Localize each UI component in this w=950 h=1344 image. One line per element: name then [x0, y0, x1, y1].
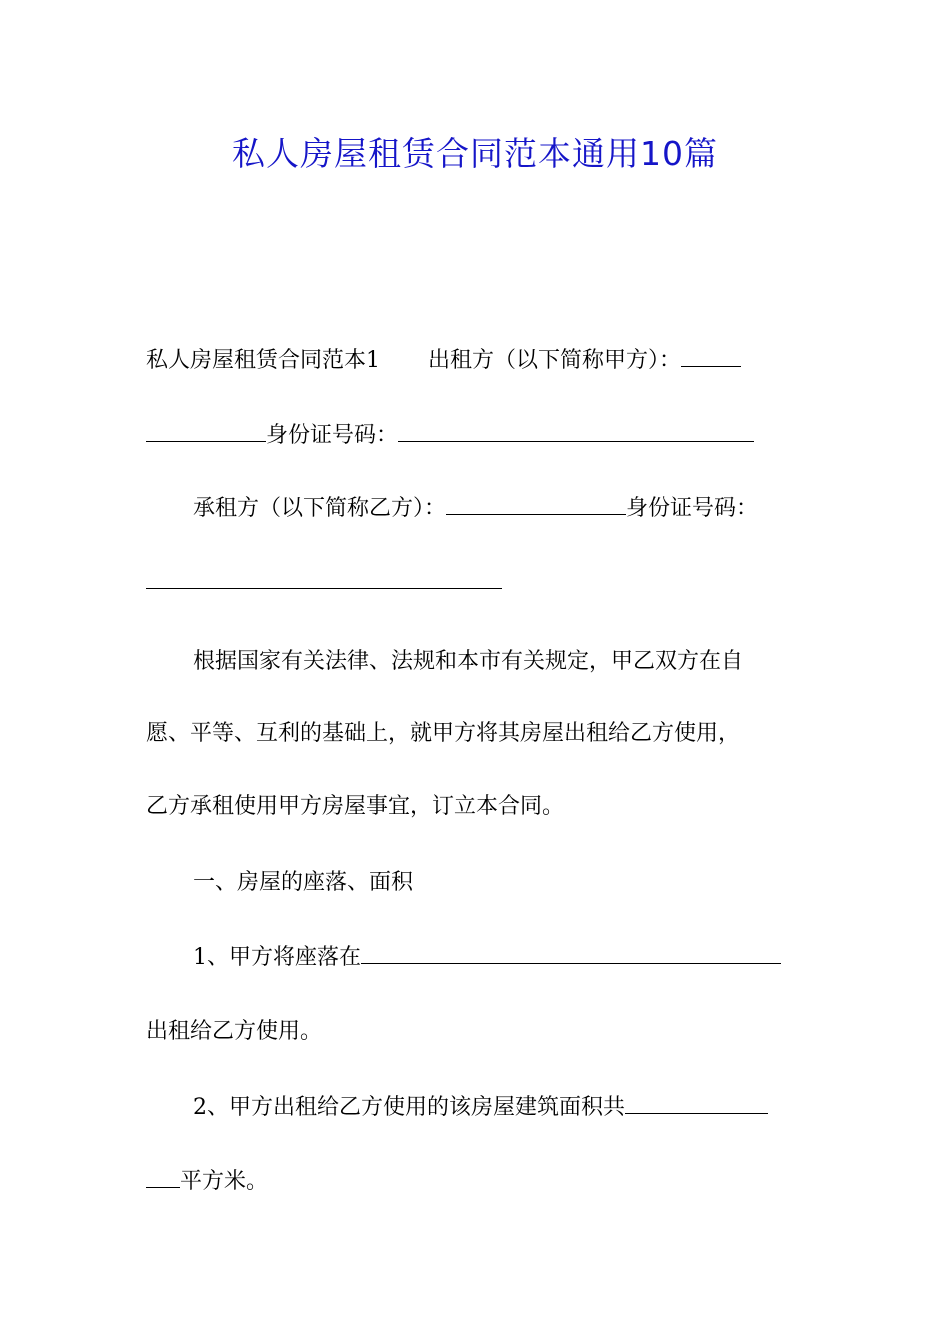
area-label: 2、甲方出租给乙方使用的该房屋建筑面积共: [193, 1095, 625, 1120]
document-title: 私人房屋租赁合同范本通用10篇: [232, 134, 718, 173]
clause-line: [146, 1167, 268, 1197]
lessee-id-label: 身份证号码：: [626, 496, 759, 521]
lessor-name-blank: [681, 348, 741, 367]
paragraph-line: 根据国家有关法律、法规和本市有关规定，甲乙双方在自: [193, 649, 744, 674]
lessee-line: [193, 494, 758, 524]
lessor-id-label: 身份证号码：: [266, 423, 399, 448]
paragraph-line: 乙方承租使用甲方房屋事宜，订立本合同。: [146, 794, 565, 819]
lessee-name-blank: [446, 496, 626, 515]
lessor-label: 出租方（以下简称甲方）：: [428, 348, 682, 373]
lessor-name-blank-cont: [146, 423, 266, 442]
lessor-id-line: [146, 421, 754, 451]
contract-number: 私人房屋租赁合同范本1: [146, 348, 380, 373]
location-label: 1、甲方将座落在: [193, 945, 361, 970]
area-blank-cont: [146, 1169, 180, 1188]
lessee-label: 承租方（以下简称乙方）：: [193, 496, 447, 521]
section-heading: 一、房屋的座落、面积: [193, 870, 414, 895]
clause-line: 出租给乙方使用。: [146, 1019, 323, 1044]
location-blank: [361, 945, 781, 964]
lessor-id-blank: [398, 423, 754, 442]
clause-line: [193, 943, 781, 973]
paragraph-line: 愿、平等、互利的基础上，就甲方将其房屋出租给乙方使用，: [146, 721, 741, 746]
contract-heading-line: [146, 346, 741, 376]
lessee-id-line: [146, 568, 502, 598]
lessee-id-blank: [146, 570, 502, 589]
clause-line: [193, 1093, 768, 1123]
area-blank: [625, 1095, 768, 1114]
area-unit: 平方米。: [180, 1169, 269, 1194]
